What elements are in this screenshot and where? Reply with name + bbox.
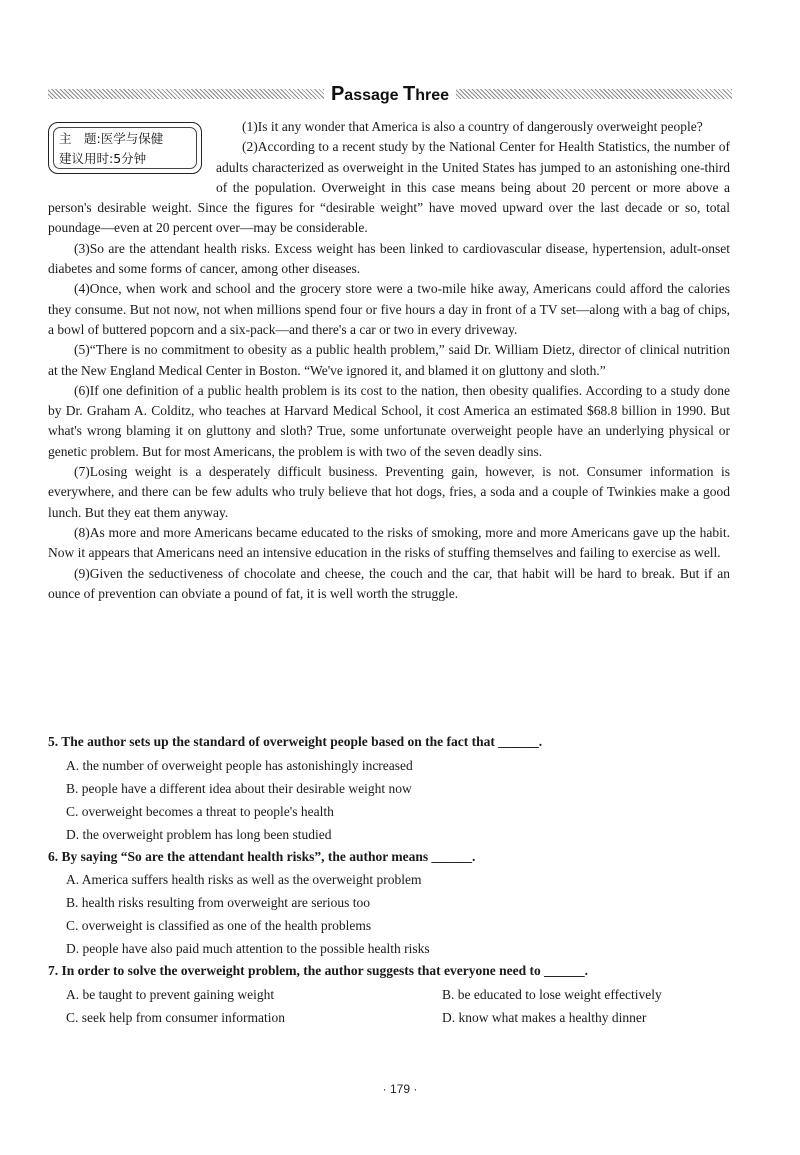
question-stem: 5. The author sets up the standard of overweight people based on the fact that ______. [48, 734, 543, 749]
option-a[interactable]: A. be taught to prevent gaining weight [66, 986, 275, 1002]
question-stem: 7. In order to solve the overweight problem, the author suggests that everyone need to ______. [48, 963, 588, 978]
title-part-2: hree [415, 87, 450, 104]
header-hatch-left [48, 89, 324, 99]
passage-body [48, 117, 730, 604]
option-d[interactable]: D. the overweight problem has long been studied [66, 826, 332, 842]
option-b[interactable]: B. people have a different idea about their desirable weight now [66, 780, 412, 796]
title-part-1: assage [344, 87, 404, 104]
question-5 [48, 731, 730, 846]
option-a[interactable]: A. America suffers health risks as well as the overweight problem [66, 872, 422, 887]
option-c[interactable]: C. overweight becomes a threat to people's health [66, 803, 334, 819]
option-a[interactable]: A. the number of overweight people has astonishingly increased [66, 757, 413, 773]
page-number: · 179 · [382, 1082, 418, 1096]
passage-title [324, 82, 456, 108]
paragraph: (1)Is it any wonder that America is also a country of dangerously overweight people? [242, 119, 703, 134]
topic-value: 医学与保健 [100, 131, 164, 146]
passage-header [48, 82, 732, 106]
paragraph: (9)Given the seductiveness of chocolate and cheese, the couch and the car, that habit will be hard to break. But if an ounce of prevention can obviate a pound of fat, it is well worth the struggle. [48, 565, 730, 601]
paragraph: (4)Once, when work and school and the grocery store were a two-mile hike away, Americans could afford the calories they consume. But not now, not when millions spend four or five hours a day in front of a TV set—along with a bag of chips, a bowl of buttered popcorn and a six-pack—and there's a car or two in every driveway. [48, 281, 730, 337]
paragraph: (3)So are the attendant health risks. Excess weight has been linked to cardiovascular disease, hypertension, adult-onset diabetes and some forms of cancer, among other diseases. [48, 240, 730, 277]
question-stem: 6. By saying “So are the attendant health risks”, the author means ______. [48, 848, 476, 864]
option-row [48, 1006, 730, 1029]
paragraph: (6)If one definition of a public health problem is its cost to the nation, then obesity qualifies. According to a study done by Dr. Graham A. Colditz, who teaches at Harvard Medical School, it cost America an estimated $68.8 billion in 1990. But what's wrong blaming it on gluttony and sloth? True, some unfortunate overweight people have an underlying physical or genetic problem. But for most Americans, the problem is with two of the seven deadly sins. [48, 382, 730, 459]
option-b[interactable]: B. health risks resulting from overweight are serious too [66, 895, 371, 910]
paragraph: (2)According to a recent study by the National Center for Health Statistics, the number of adults characterized as overweight in the United States has jumped to an astonishing one-third of the population. Overweight in this case means being about 20 percent or more above a person's desirable weight. Since the figures for “desirable weight” have moved upward over the last decade or so, total poundage—even at 20 percent over—may be considerable. [48, 139, 730, 236]
topic-label: 主 题: [59, 131, 101, 146]
title-initial-p: P [330, 83, 345, 105]
option-row [48, 983, 730, 1006]
paragraph: (7)Losing weight is a desperately difficult business. Preventing gain, however, is not. Consumer information is everywhere, and there can be few adults who truly believe that hot dogs, fries, a soda and a couple of Twinkies make a good lunch. But they eat them anyway. [48, 464, 730, 520]
option-c[interactable]: C. seek help from consumer information [66, 1009, 285, 1025]
header-hatch-right [456, 89, 732, 99]
option-d[interactable]: D. know what makes a healthy dinner [442, 1009, 647, 1025]
option-d[interactable]: D. people have also paid much attention to the possible health risks [66, 941, 430, 956]
time-value: 5分钟 [113, 151, 147, 166]
title-initial-t: T [403, 83, 416, 105]
option-c[interactable]: C. overweight is classified as one of the health problems [66, 918, 372, 933]
time-label: 建议用时: [59, 151, 114, 166]
question-6 [48, 846, 730, 961]
question-list [48, 731, 730, 1029]
question-7 [48, 960, 730, 1029]
paragraph: (8)As more and more Americans became educated to the risks of smoking, more and more Americans gave up the habit. Now it appears that Americans need an intensive education in the risks of stuffing themselves and failing to exercise as well. [48, 524, 730, 561]
paragraph: (5)“There is no commitment to obesity as a public health problem,” said Dr. William Dietz, director of clinical nutrition at the New England Medical Center in Boston. “We've ignored it, and blamed it on gluttony and sloth.” [48, 342, 730, 378]
option-b[interactable]: B. be educated to lose weight effectively [442, 986, 662, 1002]
